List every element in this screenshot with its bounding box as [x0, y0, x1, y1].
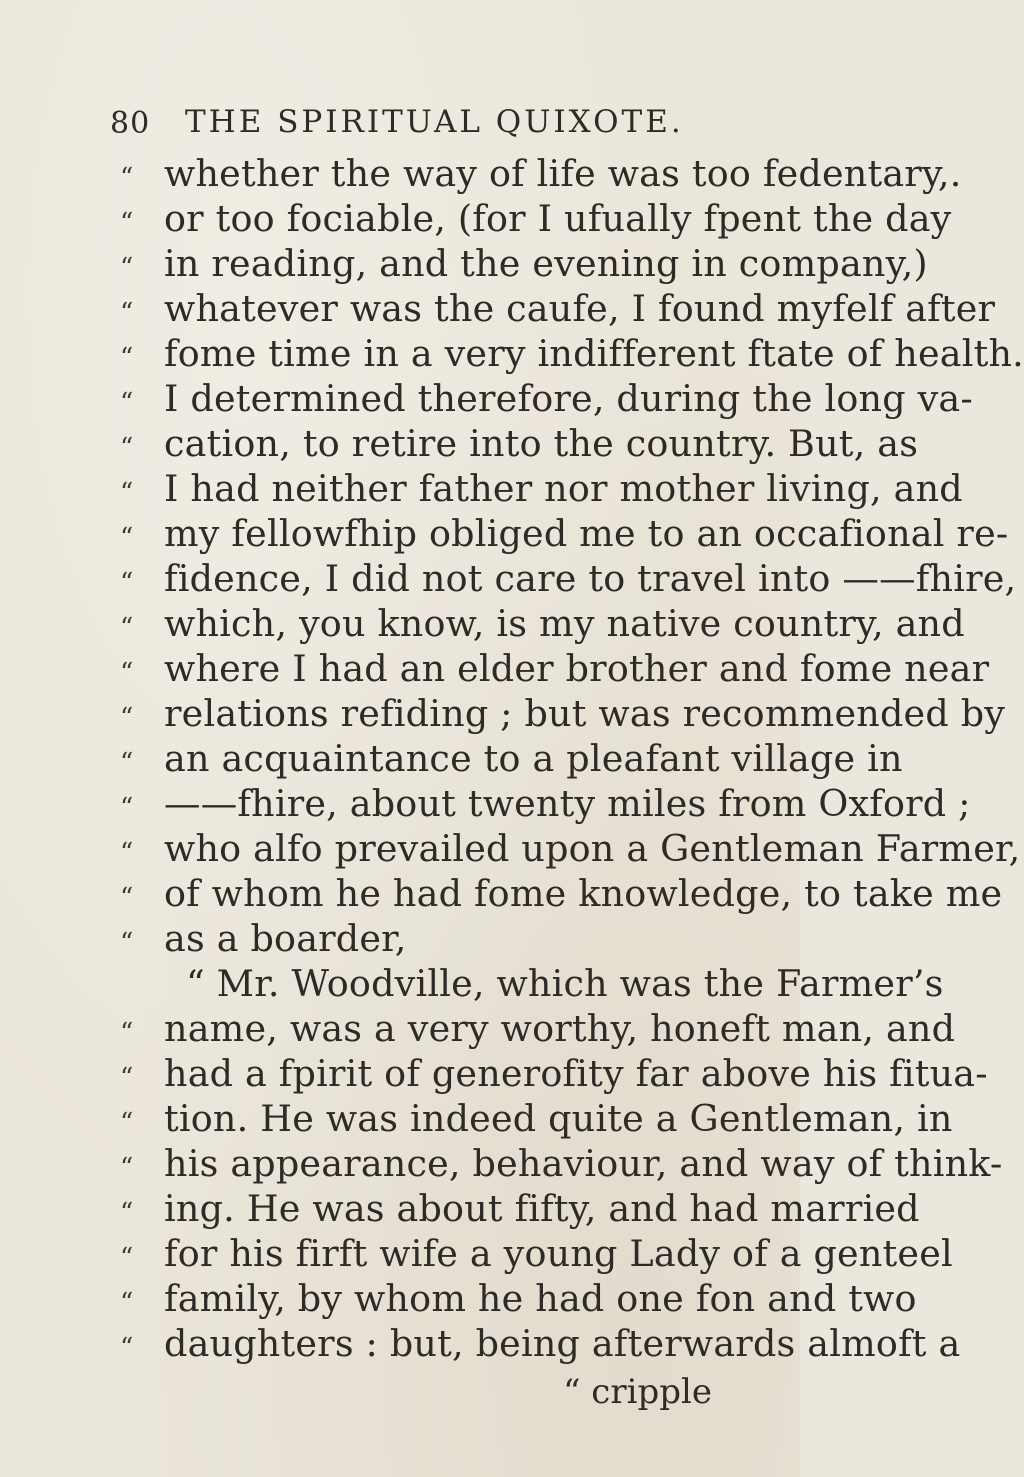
- line-text: family, by whom he had one fon and two: [164, 1277, 917, 1320]
- quote-mark: “: [120, 1063, 134, 1093]
- text-line: [120, 737, 903, 781]
- line-text: whether the way of life was too fedentary,.: [164, 152, 962, 195]
- line-text: relations refiding ; but was recommended by: [164, 692, 1006, 735]
- quote-mark: “: [120, 478, 134, 508]
- line-text: I had neither father nor mother living, and: [164, 467, 963, 510]
- line-text: for his firft wife a young Lady of a genteel: [164, 1232, 953, 1275]
- text-line: [120, 1277, 917, 1321]
- text-line: [120, 917, 407, 961]
- quote-mark: “: [120, 1108, 134, 1138]
- quote-mark: “: [120, 343, 134, 373]
- line-text: cation, to retire into the country. But, as: [164, 422, 919, 465]
- text-line: [120, 1322, 960, 1366]
- text-line: [120, 467, 963, 511]
- quote-mark: “: [120, 1333, 134, 1363]
- line-text: ing. He was about fifty, and had married: [164, 1187, 920, 1230]
- quote-mark: “: [120, 1018, 134, 1048]
- text-line: [120, 692, 1005, 736]
- line-text: who alfo prevailed upon a Gentleman Farmer,: [164, 827, 1021, 870]
- quote-mark: “: [120, 433, 134, 463]
- page-number: 80: [110, 106, 151, 141]
- text-line: [120, 647, 989, 691]
- line-text: which, you know, is my native country, and: [164, 602, 965, 645]
- line-text: an acquaintance to a pleafant village in: [164, 737, 903, 780]
- quote-mark: “: [120, 568, 134, 598]
- line-text: fome time in a very indifferent ftate of health.: [164, 332, 1024, 375]
- quote-mark: “: [120, 388, 134, 418]
- quote-mark: “: [120, 1153, 134, 1183]
- line-text: or too fociable, (for I ufually fpent the day: [164, 197, 952, 240]
- catchword: “ cripple: [563, 1372, 712, 1412]
- text-line: [120, 1232, 953, 1276]
- text-line: [120, 377, 973, 421]
- text-line: [120, 512, 1008, 556]
- text-line: [120, 152, 962, 196]
- quote-mark: “: [120, 658, 134, 688]
- text-line: [120, 332, 1024, 376]
- line-text: I determined therefore, during the long va-: [164, 377, 973, 420]
- quote-mark: “: [120, 1288, 134, 1318]
- text-line: [120, 197, 951, 241]
- line-text: tion. He was indeed quite a Gentleman, in: [164, 1097, 953, 1140]
- page-header: [0, 100, 800, 150]
- text-line: [120, 242, 928, 286]
- paragraph-start-line: [120, 962, 944, 1006]
- quote-mark: “: [120, 1198, 134, 1228]
- quote-mark: “: [120, 298, 134, 328]
- text-line: [120, 602, 965, 646]
- quote-mark: “: [120, 928, 134, 958]
- text-line: [120, 1052, 988, 1096]
- line-text: daughters : but, being afterwards almoft a: [164, 1322, 961, 1365]
- quote-mark: “: [120, 748, 134, 778]
- line-text: of whom he had fome knowledge, to take me: [164, 872, 1003, 915]
- text-line: [120, 872, 1002, 916]
- line-text: my fellowfhip obliged me to an occafional re-: [164, 512, 1009, 555]
- quote-mark: “: [120, 613, 134, 643]
- line-text: where I had an elder brother and fome near: [164, 647, 990, 690]
- text-line: [120, 827, 1020, 871]
- text-line: [120, 557, 1016, 601]
- quote-mark: “: [120, 793, 134, 823]
- quote-mark: “: [120, 703, 134, 733]
- line-text: in reading, and the evening in company,): [164, 242, 928, 285]
- text-line: [120, 1007, 955, 1051]
- line-text: ——fhire, about twenty miles from Oxford ;: [164, 782, 971, 825]
- line-text: “ Mr. Woodville, which was the Farmer’s: [186, 962, 944, 1005]
- text-line: [120, 782, 971, 826]
- text-line: [120, 287, 995, 331]
- text-line: [120, 1187, 920, 1231]
- line-text: fidence, I did not care to travel into ——fhire,: [164, 557, 1017, 600]
- text-line: [120, 422, 918, 466]
- line-text: as a boarder,: [164, 917, 407, 960]
- quote-mark: “: [120, 208, 134, 238]
- quote-mark: “: [120, 253, 134, 283]
- line-text: had a fpirit of generofity far above his fitua-: [164, 1052, 988, 1095]
- line-text: whatever was the caufe, I found myfelf after: [164, 287, 996, 330]
- text-line: [120, 1142, 1003, 1186]
- quote-mark: “: [120, 523, 134, 553]
- text-line: [120, 1097, 953, 1141]
- quote-mark: “: [120, 883, 134, 913]
- running-title: THE SPIRITUAL QUIXOTE.: [185, 104, 684, 140]
- quote-mark: “: [120, 838, 134, 868]
- line-text: name, was a very worthy, honeft man, and: [164, 1007, 956, 1050]
- quote-mark: “: [120, 1243, 134, 1273]
- line-text: his appearance, behaviour, and way of think-: [164, 1142, 1003, 1185]
- quote-mark: “: [120, 163, 134, 193]
